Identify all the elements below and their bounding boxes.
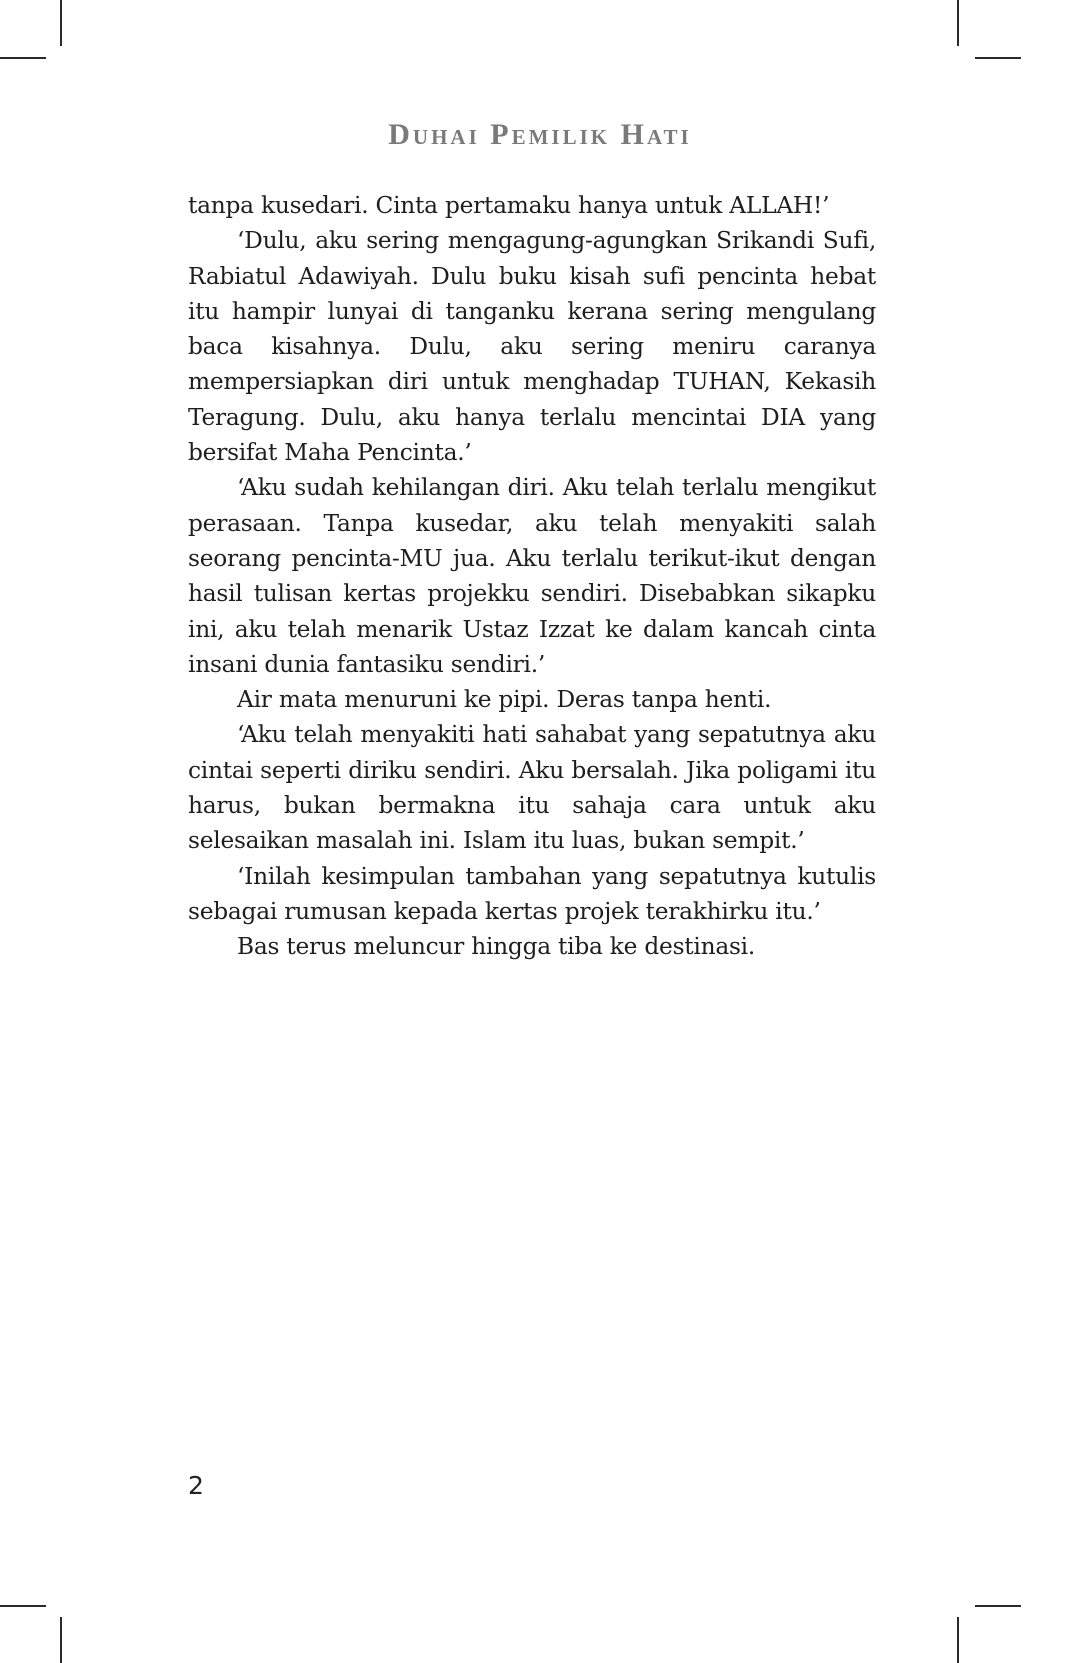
body-text bbox=[188, 188, 876, 965]
crop-mark-top-left-vertical bbox=[60, 0, 62, 46]
paragraph: ‘Aku telah menyakiti hati sahabat yang sepatutnya aku cintai seperti diriku sendiri. Aku bersalah. Jika poligami itu harus, bukan bermakna itu sahaja cara untuk aku selesaikan masalah ini. Islam itu luas, bukan sempit.’ bbox=[188, 721, 876, 855]
crop-mark-top-right-vertical bbox=[957, 0, 959, 46]
page-number: 2 bbox=[188, 1471, 204, 1500]
paragraph: Bas terus meluncur hingga tiba ke destinasi. bbox=[237, 933, 756, 961]
crop-mark-bottom-right-vertical bbox=[957, 1617, 959, 1663]
crop-mark-bottom-left-horizontal bbox=[0, 1605, 46, 1607]
paragraph: tanpa kusedari. Cinta pertamaku hanya untuk ALLAH!’ bbox=[188, 192, 830, 219]
crop-mark-bottom-left-vertical bbox=[60, 1617, 62, 1663]
paragraph: ‘Inilah kesimpulan tambahan yang sepatutnya kutulis sebagai rumusan kepada kertas projek terakhirku itu.’ bbox=[188, 862, 876, 925]
paragraph: Air mata menuruni ke pipi. Deras tanpa henti. bbox=[237, 686, 772, 714]
crop-mark-top-left-horizontal bbox=[0, 57, 46, 59]
paragraph: ‘Aku sudah kehilangan diri. Aku telah terlalu mengikut perasaan. Tanpa kusedar, aku telah menyakiti salah seorang pencinta-MU jua. Aku terlalu terikut-ikut dengan hasil tulisan kertas projekku sendiri. Disebabkan sikapku ini, aku telah menarik Ustaz Izzat ke dalam kancah cinta insani dunia fantasiku sendiri.’ bbox=[188, 474, 876, 678]
crop-mark-bottom-right-horizontal bbox=[975, 1605, 1021, 1607]
paragraph: ‘Dulu, aku sering mengagung-agungkan Srikandi Sufi, Rabiatul Adawiyah. Dulu buku kisah sufi pencinta hebat itu hampir lunyai di tanganku kerana sering mengulang baca kisahnya. Dulu, aku sering meniru caranya mempersiapkan diri untuk menghadap TUHAN, Kekasih Teragung. Dulu, aku hanya terlalu mencintai DIA yang bersifat Maha Pencinta.’ bbox=[188, 227, 876, 467]
running-head: Duhai Pemilik Hati bbox=[388, 118, 692, 151]
crop-mark-top-right-horizontal bbox=[975, 57, 1021, 59]
